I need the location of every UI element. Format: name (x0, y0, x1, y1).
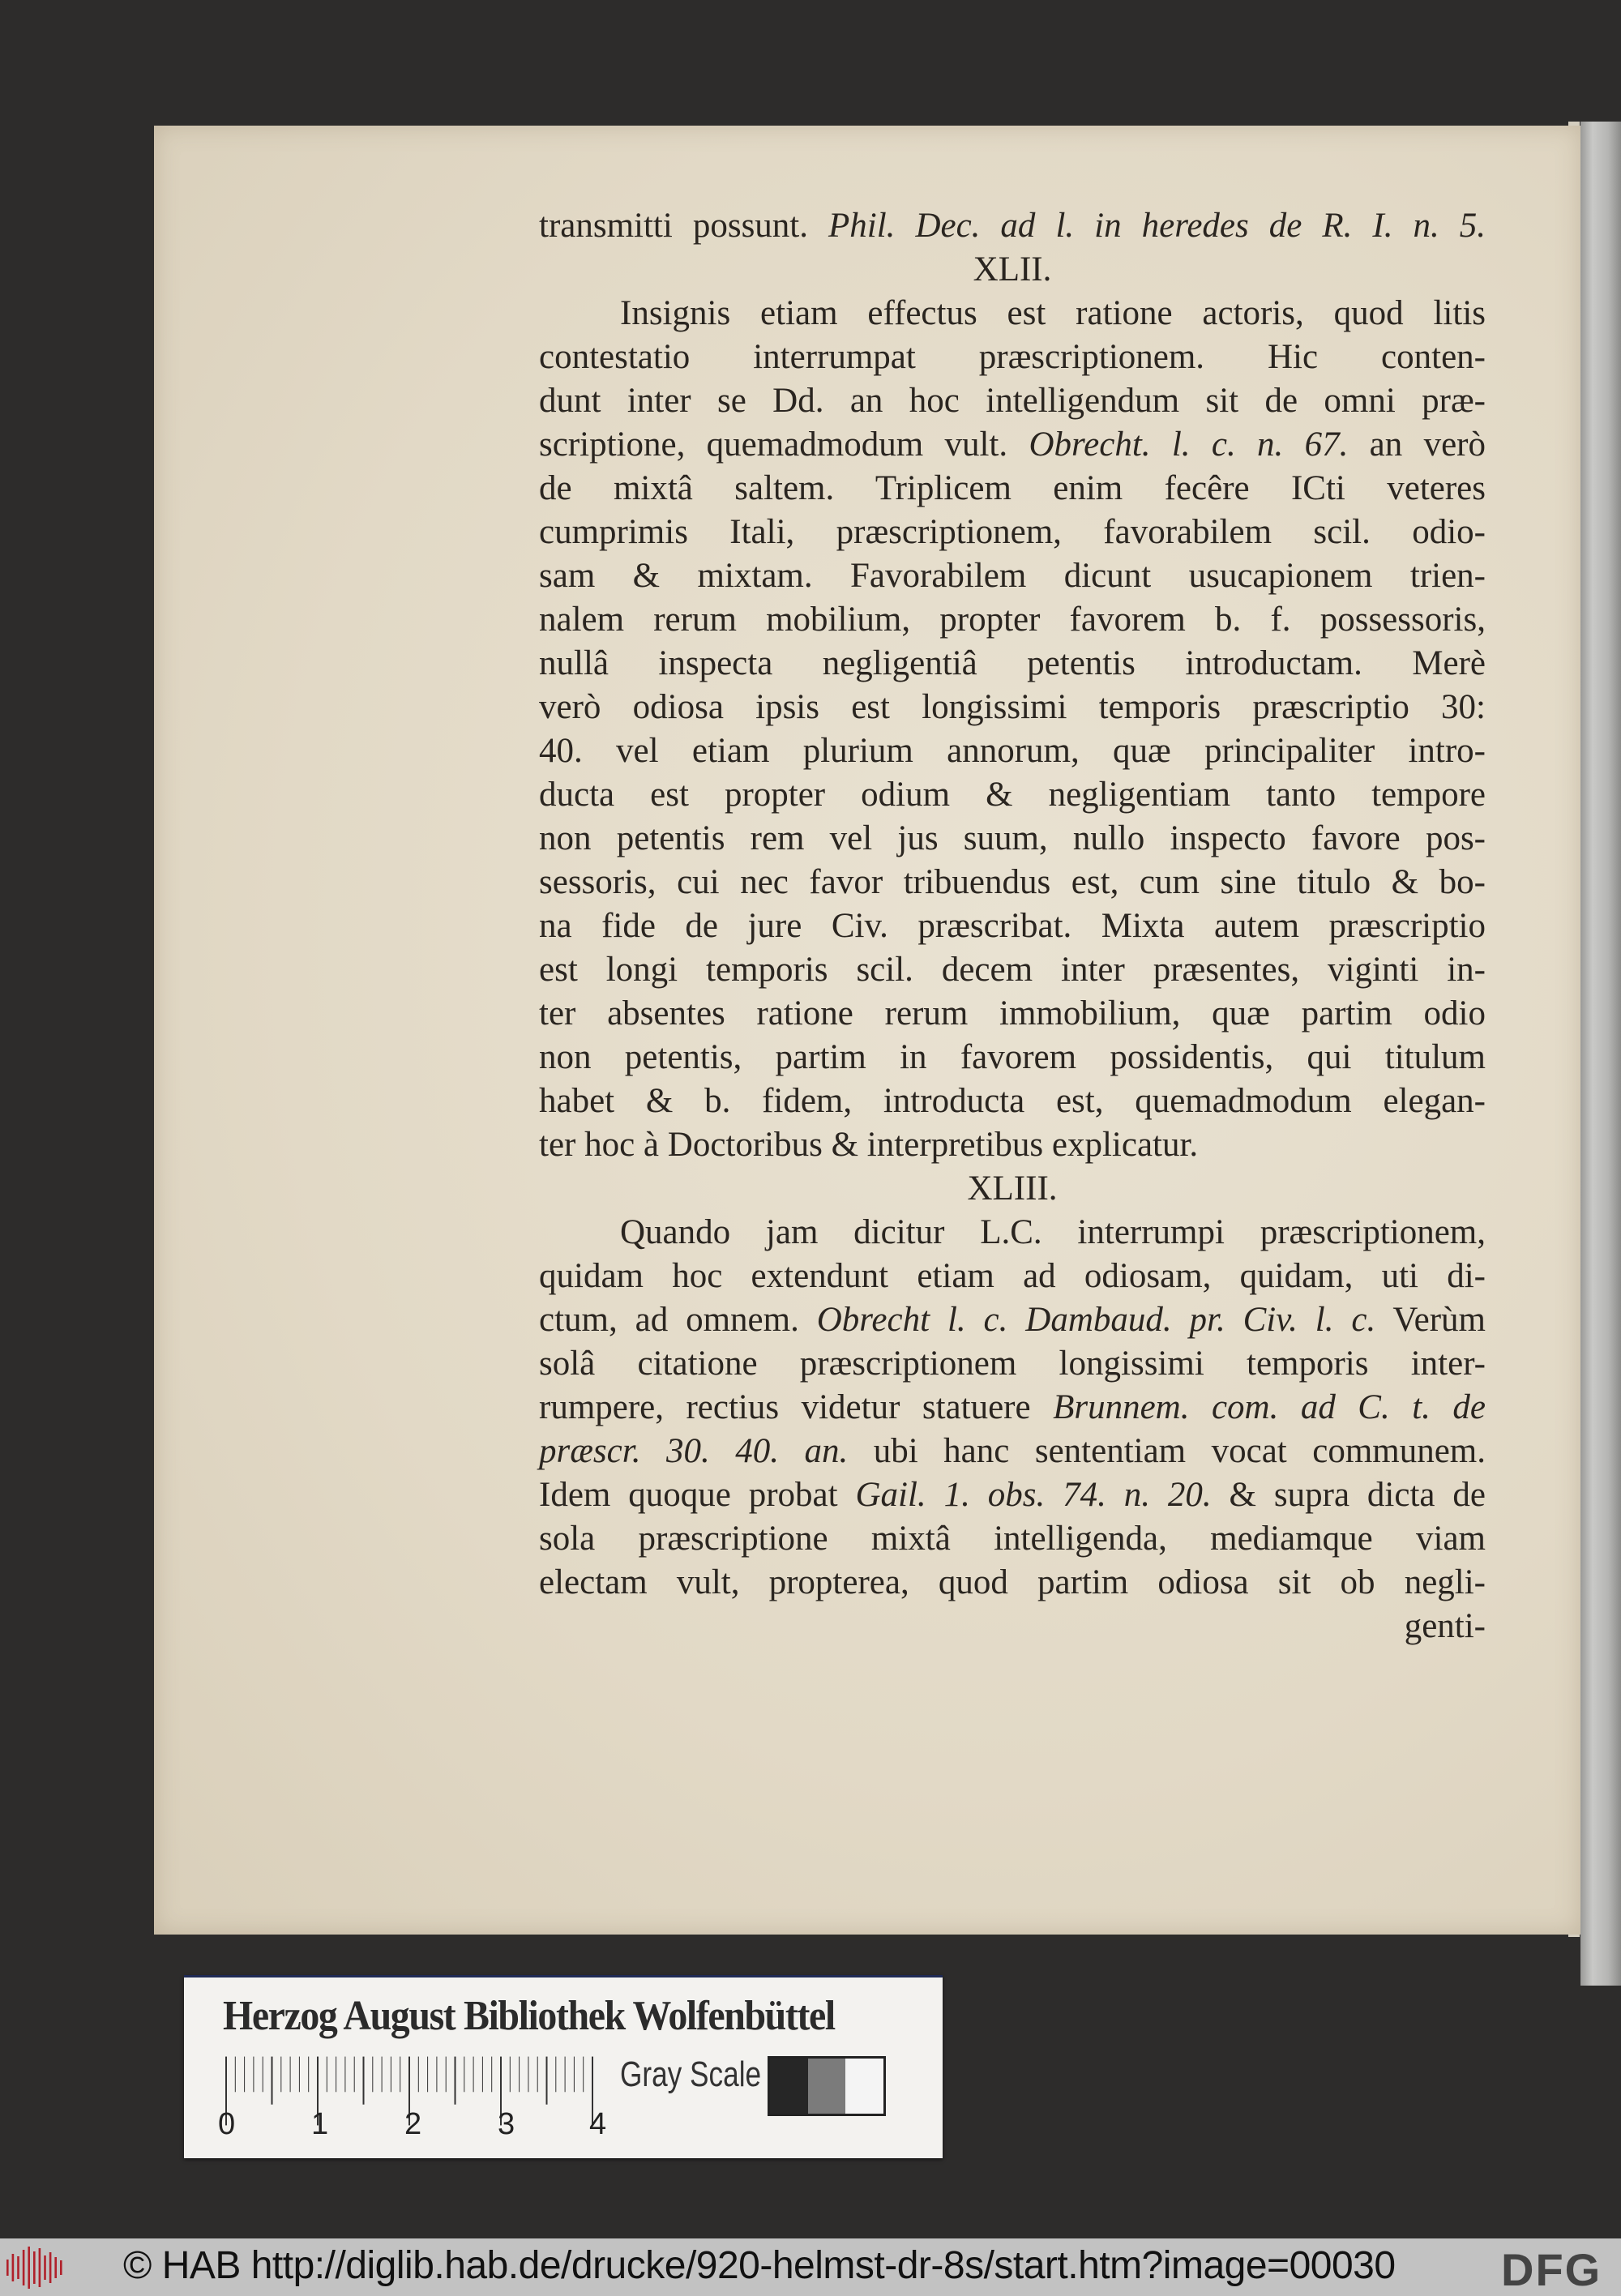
text-segment: na fide de jure Civ. præscribat. Mixta autem præscriptio (539, 907, 1486, 945)
text-line (539, 554, 1486, 598)
text-line (539, 948, 1486, 992)
text-line (539, 686, 1486, 729)
text-line (539, 729, 1486, 773)
text-segment: transmitti possunt. (539, 207, 829, 245)
footer-bar (0, 2238, 1621, 2296)
ruler-number: 1 (311, 2107, 329, 2141)
ruler-number: 3 (498, 2107, 515, 2141)
text-segment: ter hoc à Doctoribus & interpretibus explicatur. (539, 1126, 1199, 1164)
text-line (539, 467, 1486, 511)
text-segment: XLIII. (967, 1169, 1058, 1208)
text-segment: solâ citatione præscriptionem longissimi temporis inter- (539, 1345, 1486, 1383)
text-line (539, 1430, 1486, 1473)
text-line (539, 1561, 1486, 1605)
text-line (539, 336, 1486, 379)
text-segment: Insignis etiam effectus est ratione actoris, quod litis (620, 294, 1486, 332)
logo-bar (28, 2247, 30, 2289)
section-heading (539, 1167, 1486, 1211)
logo-bar (60, 2260, 62, 2275)
text-segment: est longi temporis scil. decem inter præsentes, viginti in- (539, 951, 1486, 989)
copyright-url[interactable]: © HAB http://diglib.hab.de/drucke/920-helmst-dr-8s/start.htm?image=00030 (123, 2244, 1396, 2287)
text-line (539, 423, 1486, 467)
text-segment: verò odiosa ipsis est longissimi temporis præscriptio 30: (539, 688, 1486, 726)
text-segment: sola præscriptione mixtâ intelligenda, mediamque viam (539, 1520, 1486, 1558)
text-segment: genti- (1404, 1607, 1486, 1645)
text-line (539, 511, 1486, 554)
logo-bar (33, 2251, 36, 2284)
text-segment: Quando jam dicitur L.C. interrumpi præscriptionem, (620, 1213, 1486, 1251)
text-segment: sessoris, cui nec favor tribuendus est, cum sine titulo & bo- (539, 863, 1486, 901)
text-segment: dunt inter se Dd. an hoc intelligendum sit de omni præ- (539, 382, 1486, 420)
text-segment: nullâ inspecta negligentiâ petentis introductam. Merè (539, 644, 1486, 682)
text-segment: ter absentes ratione rerum immobilium, quæ partim odio (539, 994, 1486, 1033)
text-segment: Idem quoque probat (539, 1476, 856, 1514)
logo-bar (39, 2248, 41, 2287)
text-line (539, 1605, 1486, 1648)
text-line (539, 1255, 1486, 1298)
text-line (539, 992, 1486, 1036)
text-line (539, 379, 1486, 423)
logo-bar (49, 2252, 52, 2283)
text-segment: nalem rerum mobilium, propter favorem b. f. possessoris, (539, 601, 1486, 639)
citation: Phil. Dec. ad l. in heredes de R. I. n. 5. (828, 207, 1486, 245)
text-line (539, 1342, 1486, 1386)
text-line (539, 1386, 1486, 1430)
citation: Obrecht. l. c. n. 67. (1029, 425, 1349, 464)
text-segment: scriptione, quemadmodum vult. (539, 425, 1029, 464)
text-segment: habet & b. fidem, introducta est, quemadmodum elegan- (539, 1082, 1486, 1120)
text-segment: sam & mixtam. Favorabilem dicunt usucapionem trien- (539, 557, 1486, 595)
logo-bar (44, 2255, 46, 2280)
gray-swatch-dark (770, 2059, 808, 2114)
logo-bar (54, 2257, 57, 2278)
gray-swatch-light (845, 2059, 883, 2114)
ruler-number: 0 (218, 2107, 236, 2141)
text-segment: cumprimis Itali, præscriptionem, favorabilem scil. odio- (539, 513, 1486, 551)
text-segment: quidam hoc extendunt etiam ad odiosam, quidam, uti di- (539, 1257, 1486, 1295)
logo-bar (23, 2250, 25, 2285)
gray-swatch-mid (808, 2059, 846, 2114)
text-line (539, 598, 1486, 642)
logo-bar (17, 2256, 19, 2279)
text-segment: non petentis, partim in favorem possidentis, qui titulum (539, 1038, 1486, 1076)
text-segment: Verùm (1375, 1301, 1486, 1339)
text-line (539, 904, 1486, 948)
book-edge (1580, 122, 1621, 1986)
text-segment: rumpere, rectius videtur statuere (539, 1388, 1054, 1426)
gray-scale-label: Gray Scale (620, 2054, 762, 2094)
section-heading (539, 248, 1486, 292)
text-segment: non petentis rem vel jus suum, nullo inspecto favore pos- (539, 819, 1486, 857)
page-text (539, 204, 1486, 1648)
citation: Brunnem. com. ad C. t. de (1053, 1388, 1486, 1426)
ruler-number: 2 (404, 2107, 422, 2141)
hab-logo-icon (5, 2245, 66, 2290)
text-segment: contestatio interrumpat præscriptionem. Hic conten- (539, 338, 1486, 376)
logo-bar (12, 2254, 15, 2281)
text-segment: ctum, ad omnem. (539, 1301, 817, 1339)
text-segment: ducta est propter odium & negligentiam tanto tempore (539, 776, 1486, 814)
text-line (539, 1080, 1486, 1123)
text-line (539, 292, 1486, 336)
text-segment: ubi hanc sententiam vocat communem. (848, 1432, 1486, 1470)
dfg-logo: DFG (1501, 2244, 1602, 2295)
logo-bar (6, 2260, 9, 2276)
text-line (539, 861, 1486, 904)
text-line (539, 1517, 1486, 1561)
card-title: Herzog August Bibliothek Wolfenbüttel (223, 1993, 835, 2039)
text-line (539, 1123, 1486, 1167)
citation: Obrecht l. c. Dambaud. pr. Civ. l. c. (816, 1301, 1376, 1339)
text-segment: 40. vel etiam plurium annorum, quæ principaliter intro- (539, 732, 1486, 770)
text-line (539, 817, 1486, 861)
text-segment: electam vult, propterea, quod partim odiosa sit ob negli- (539, 1563, 1486, 1601)
text-line (539, 773, 1486, 817)
text-segment: de mixtâ saltem. Triplicem enim fecêre ICti veteres (539, 469, 1486, 507)
text-line (539, 1211, 1486, 1255)
ruler-number: 4 (589, 2107, 607, 2141)
citation: Gail. 1. obs. 74. n. 20. (855, 1476, 1212, 1514)
gray-scale-swatches (768, 2056, 886, 2116)
citation: præscr. 30. 40. an. (539, 1432, 849, 1470)
text-line (539, 1036, 1486, 1080)
text-line (539, 204, 1486, 248)
text-line (539, 1298, 1486, 1342)
text-segment: an verò (1348, 425, 1486, 464)
text-segment: XLII. (973, 250, 1052, 289)
scale-card (184, 1975, 943, 2158)
text-line (539, 642, 1486, 686)
text-line (539, 1473, 1486, 1517)
text-segment: & supra dicta de (1211, 1476, 1486, 1514)
